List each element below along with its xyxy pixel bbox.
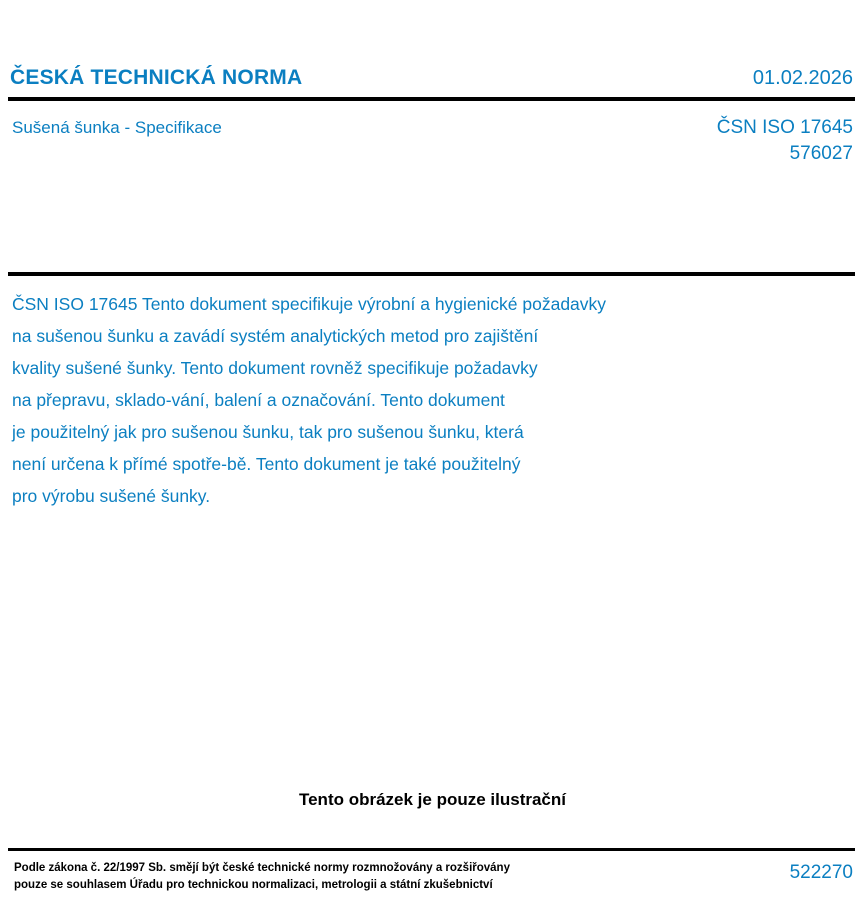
footer-number: 522270	[789, 862, 853, 883]
abstract-text	[12, 288, 792, 512]
publication-date: 01.02.2026	[752, 67, 853, 89]
standard-identifier	[717, 115, 853, 167]
abstract-line: ČSN ISO 17645 Tento dokument specifikuje výrobní a hygienické požadavky	[12, 294, 607, 314]
document-subtitle: Sušená šunka - Specifikace	[12, 118, 222, 137]
abstract-line: na sušenou šunku a zavádí systém analytických metod pro zajištění	[12, 326, 539, 346]
standard-number: 576027	[789, 143, 853, 164]
footer-legal-line-1: Podle zákona č. 22/1997 Sb. smějí být české technické normy rozmnožovány a rozšiřovány	[14, 862, 510, 874]
footer-legal-line-2: pouze se souhlasem Úřadu pro technickou normalizaci, metrologii a státní zkušebnictví	[14, 879, 493, 891]
abstract-line: pro výrobu sušené šunky.	[12, 486, 211, 506]
footer-legal-text	[14, 860, 510, 894]
abstract-divider	[8, 272, 855, 276]
page-title: ČESKÁ TECHNICKÁ NORMA	[10, 66, 303, 89]
subtitle-row	[12, 115, 853, 167]
header-divider	[8, 97, 855, 101]
standard-code: ČSN ISO 17645	[716, 117, 853, 138]
abstract-line: na přepravu, sklado-vání, balení a označování. Tento dokument	[12, 390, 505, 410]
document-footer	[14, 860, 853, 894]
abstract-line: není určena k přímé spotře-bě. Tento dokument je také použitelný	[12, 454, 521, 474]
illustration-caption: Tento obrázek je pouze ilustrační	[298, 790, 566, 809]
footer-divider	[8, 848, 855, 851]
abstract-line: kvality sušené šunky. Tento dokument rovněž specifikuje požadavky	[12, 358, 538, 378]
document-header	[10, 66, 853, 90]
abstract-line: je použitelný jak pro sušenou šunku, tak pro sušenou šunku, která	[12, 422, 524, 442]
